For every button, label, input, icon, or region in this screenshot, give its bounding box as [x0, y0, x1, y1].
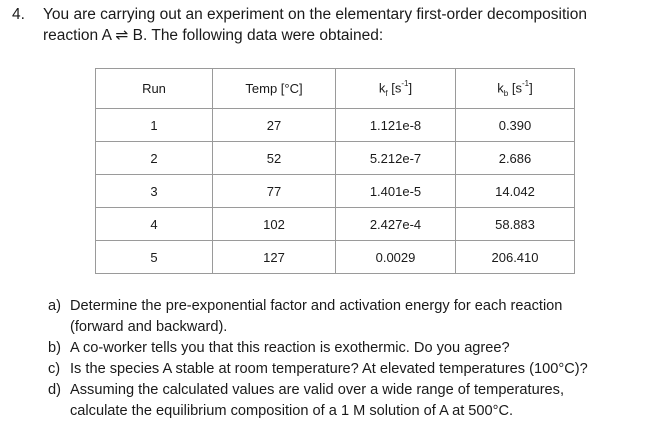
cell-kf: 2.427e-4	[336, 208, 456, 241]
cell-run: 5	[96, 241, 213, 274]
cell-kb: 206.410	[456, 241, 575, 274]
part-label: c)	[48, 361, 61, 377]
part-text-line: calculate the equilibrium composition of a 1 M solution of A at 500°C.	[70, 403, 514, 419]
part-b	[48, 338, 658, 359]
cell-kf: 5.212e-7	[336, 142, 456, 175]
part-text-line: Determine the pre-exponential factor and activation energy for each reaction	[70, 298, 563, 314]
cell-run: 3	[96, 175, 213, 208]
cell-kb: 58.883	[456, 208, 575, 241]
cell-kb: 14.042	[456, 175, 575, 208]
cell-temp: 27	[213, 109, 336, 142]
kb-close: ]	[529, 79, 533, 95]
cell-temp: 52	[213, 142, 336, 175]
header-kf	[336, 69, 456, 109]
kb-exponent: -1	[521, 78, 530, 88]
kb-subscript: b	[503, 88, 509, 98]
part-c	[48, 359, 658, 380]
question-text-line-2: reaction A ⇌ B. The following data were obtained:	[43, 27, 384, 44]
cell-temp: 127	[213, 241, 336, 274]
table-header-row	[96, 69, 575, 109]
kf-symbol: k	[378, 79, 386, 95]
kf-close: ]	[408, 79, 413, 95]
table-row	[96, 109, 575, 142]
table-row	[96, 142, 575, 175]
cell-kf: 0.0029	[336, 241, 456, 274]
part-text-line: (forward and backward).	[70, 319, 228, 335]
part-text-line: Is the species A stable at room temperature? At elevated temperatures (100°C)?	[70, 361, 588, 377]
part-a	[48, 296, 658, 338]
cell-run: 4	[96, 208, 213, 241]
header-temp: Temp [°C]	[213, 69, 336, 109]
part-text-line: Assuming the calculated values are valid over a wide range of temperatures,	[70, 382, 565, 398]
table-row	[96, 175, 575, 208]
kb-symbol: k	[497, 79, 504, 95]
kf-unit: [s	[387, 79, 402, 95]
cell-run: 1	[96, 109, 213, 142]
part-text-line: A co-worker tells you that this reaction is exothermic. Do you agree?	[70, 340, 510, 356]
kf-exponent: -1	[401, 78, 409, 88]
table-row	[96, 241, 575, 274]
cell-run: 2	[96, 142, 213, 175]
cell-temp: 102	[213, 208, 336, 241]
header-kb	[456, 69, 575, 109]
part-label: d)	[48, 382, 61, 398]
question-parts	[48, 296, 658, 422]
question-number: 4.	[12, 6, 25, 23]
header-run: Run	[96, 69, 213, 109]
cell-kb: 2.686	[456, 142, 575, 175]
part-d	[48, 380, 658, 422]
kf-subscript: f	[385, 88, 388, 98]
table-row	[96, 208, 575, 241]
cell-kb: 0.390	[456, 109, 575, 142]
cell-temp: 77	[213, 175, 336, 208]
cell-kf: 1.121e-8	[336, 109, 456, 142]
data-table	[95, 68, 575, 274]
kb-unit: [s	[508, 79, 522, 95]
part-label: a)	[48, 298, 61, 314]
cell-kf: 1.401e-5	[336, 175, 456, 208]
part-label: b)	[48, 340, 61, 356]
question-text-line-1: You are carrying out an experiment on the elementary first-order decomposition	[43, 6, 587, 23]
